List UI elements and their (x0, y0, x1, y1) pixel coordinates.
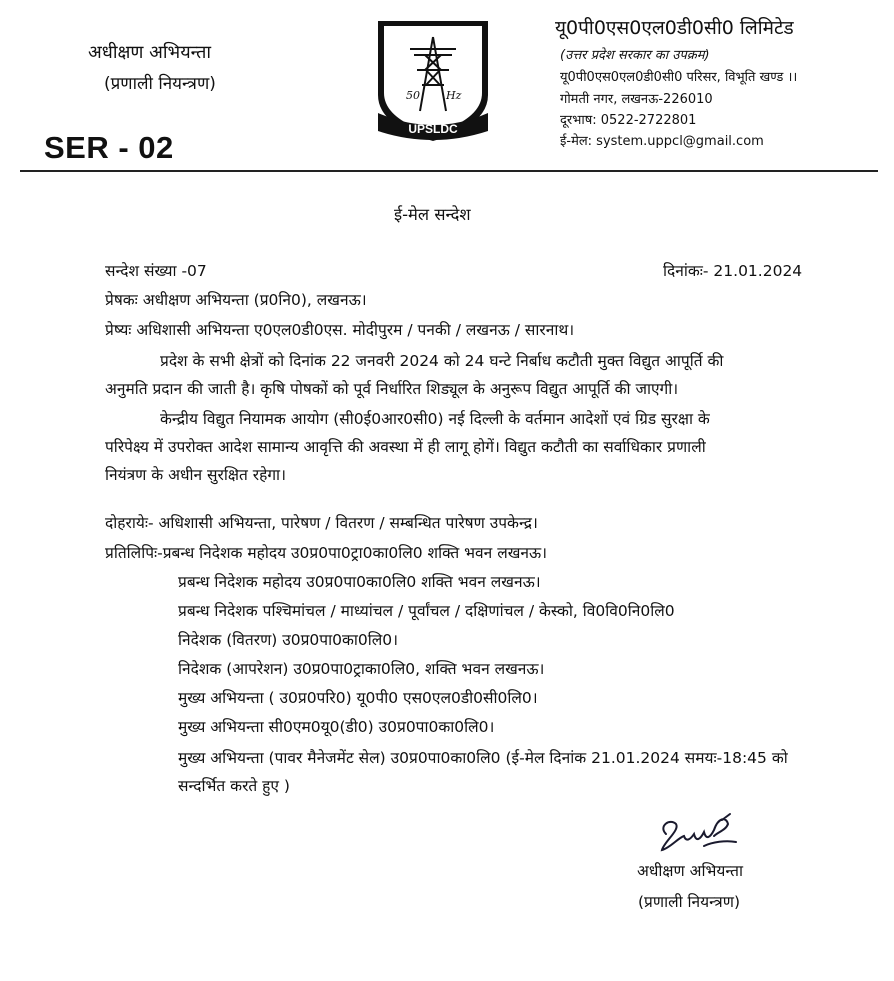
copy-to-item: मुख्य अभियन्ता सी0एम0यू0(डी0) उ0प्र0पा0का0लि0। (178, 718, 495, 736)
phone-number: दूरभाष: 0522-2722801 (560, 113, 697, 128)
address-line-1: यू0पी0एस0एल0डी0सी0 परिसर, विभूति खण्ड ।। (560, 70, 798, 85)
copy-to-item: निदेशक (आपरेशन) उ0प्र0पा0ट्राका0लि0, शक्ति भवन लखनऊ। (178, 660, 545, 678)
signatory-designation: अधीक्षण अभियन्ता (637, 862, 744, 880)
document-code: SER - 02 (44, 130, 174, 165)
sender-department: (प्रणाली नियन्त्रण) (104, 74, 216, 94)
copy-to-item: निदेशक (वितरण) उ0प्र0पा0का0लि0। (178, 631, 399, 649)
page-title: ई-मेल सन्देश (394, 205, 471, 224)
copy-to-item: मुख्य अभियन्ता ( उ0प्र0परि0) यू0पी0 एस0एल0डी0सी0लि0। (178, 689, 538, 707)
signatory-department: (प्रणाली नियन्त्रण) (638, 893, 740, 911)
paragraph-2-line-3: नियंत्रण के अधीन सुरक्षित रहेगा। (105, 466, 286, 484)
header-divider (20, 170, 878, 172)
address-line-2: गोमती नगर, लखनऊ-226010 (560, 92, 713, 107)
copy-to-item: प्रबन्ध निदेशक महोदय उ0प्र0पा0का0लि0 शक्ति भवन लखनऊ। (178, 573, 541, 591)
logo-text: UPSLDC (408, 122, 458, 136)
copy-to-item: प्रबन्ध निदेशक पश्चिमांचल / माध्यांचल / पूर्वांचल / दक्षिणांचल / केस्को, वि0वि0नि0लि0 (178, 602, 675, 620)
paragraph-2-line-2: परिपेक्ष्य में उपरोक्त आदेश सामान्य आवृत्ति की अवस्था में ही लागू होगें। विद्युत कटौती का सर्वाधिकार प्रणाली (105, 438, 706, 456)
message-number: सन्देश संख्या -07 (105, 262, 207, 280)
copy-to-item: सन्दर्भित करते हुए ) (178, 777, 290, 795)
handwritten-signature (656, 812, 740, 858)
sender-line: प्रेषकः अधीक्षण अभियन्ता (प्र0नि0), लखनऊ। (105, 291, 367, 309)
paragraph-2-line-1: केन्द्रीय विद्युत नियामक आयोग (सी0ई0आर0सी0) नई दिल्ली के वर्तमान आदेशों एवं ग्रिड सुरक्षा के (160, 410, 710, 428)
email-address: ई-मेल: system.uppcl@gmail.com (560, 134, 764, 149)
copy-to-item: मुख्य अभियन्ता (पावर मैनेजमेंट सेल) उ0प्र0पा0का0लि0 (ई-मेल दिनांक 21.01.2024 समयः-18:45 को (178, 749, 788, 767)
sender-designation: अधीक्षण अभियन्ता (88, 42, 212, 63)
message-date: दिनांकः- 21.01.2024 (663, 262, 803, 280)
repeat-to-line: दोहरायेः- अधिशासी अभियन्ता, पारेषण / वितरण / सम्बन्धित पारेषण उपकेन्द्र। (105, 514, 538, 532)
recipient-line: प्रेष्यः अधिशासी अभियन्ता ए0एल0डी0एस. मोदीपुरम / पनकी / लखनऊ / सारनाथ। (105, 321, 575, 339)
svg-text:Hz: Hz (446, 89, 462, 102)
svg-text:50: 50 (406, 89, 420, 102)
organization-subtitle: (उत्तर प्रदेश सरकार का उपक्रम) (560, 48, 710, 63)
upsldc-logo (370, 15, 496, 143)
paragraph-1-line-1: प्रदेश के सभी क्षेत्रों को दिनांक 22 जनवरी 2024 को 24 घन्टे निर्बाध कटौती मुक्त विद्युत आपूर्ति की (160, 352, 724, 370)
paragraph-1-line-2: अनुमति प्रदान की जाती है। कृषि पोषकों को पूर्व निर्धारित शिड्यूल के अनुरूप विद्युत आपूर्ति की जाएगी। (105, 380, 679, 398)
copy-to-item: प्रतिलिपिः-प्रबन्ध निदेशक महोदय उ0प्र0पा0ट्रा0का0लि0 शक्ति भवन लखनऊ। (105, 544, 548, 562)
organization-name: यू0पी0एस0एल0डी0सी0 लिमिटेड (555, 17, 794, 39)
